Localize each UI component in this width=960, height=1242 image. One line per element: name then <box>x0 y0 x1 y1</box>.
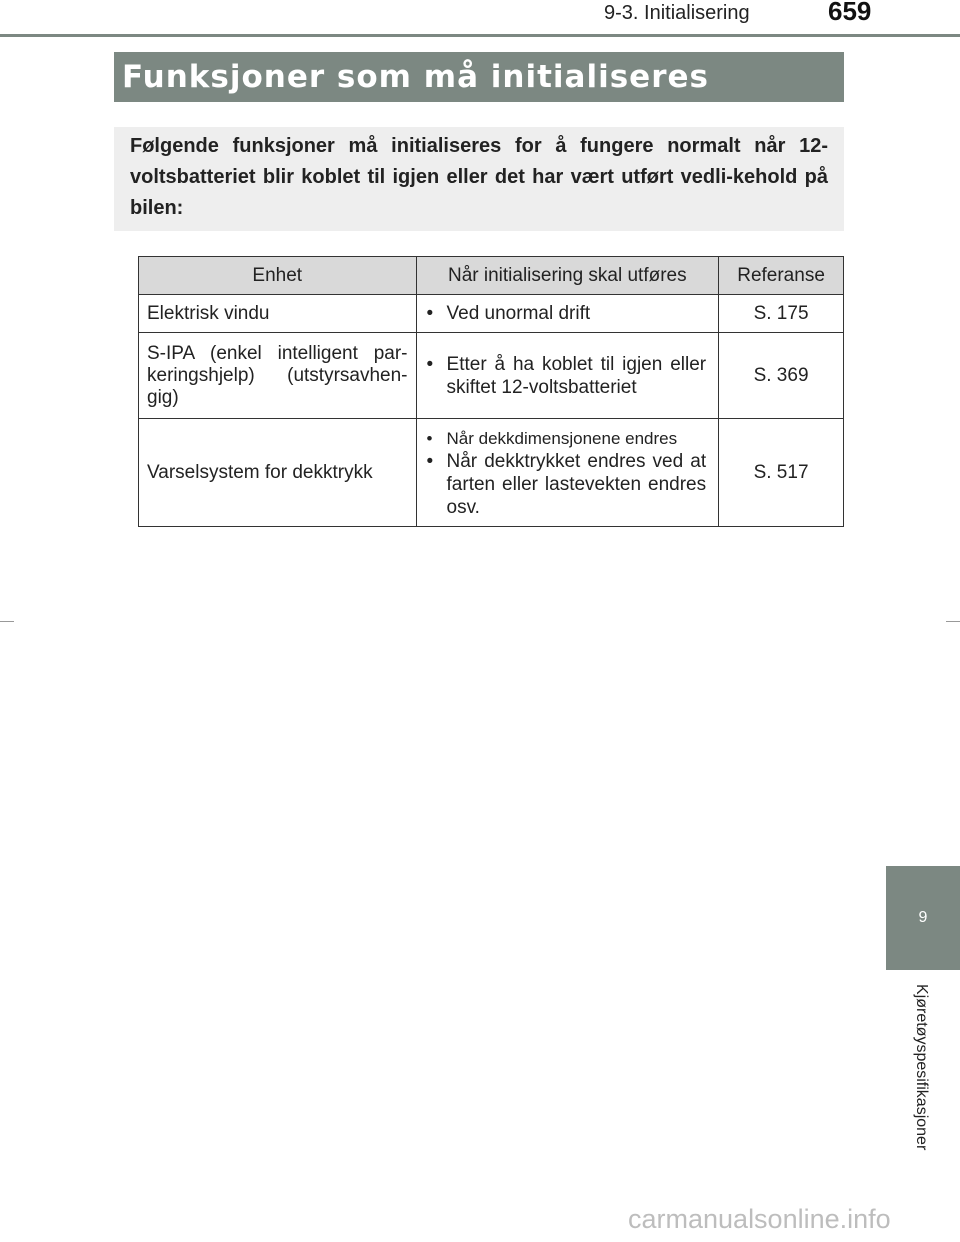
when-cell <box>416 295 719 333</box>
bullet-item: • Når dekkdimensjonene endres <box>425 427 707 450</box>
chapter-number: 9 <box>918 909 928 926</box>
intro-text: Følgende funksjoner må initialiseres for å fungere normalt når 12-voltsbatteriet blir koblet til igjen eller det har vært utført vedli-kehold på bilen: <box>130 135 828 219</box>
unit-cell: Elektrisk vindu <box>139 295 417 333</box>
column-header-reference: Referanse <box>719 257 844 295</box>
table-row <box>139 333 844 419</box>
unit-cell: S-IPA (enkel intelligent par-keringshjelp) (utstyrsavhen-gig) <box>139 333 417 419</box>
crop-mark-left <box>0 621 14 622</box>
intro-box <box>114 127 844 231</box>
when-cell <box>416 419 719 527</box>
chapter-tab <box>886 866 960 970</box>
reference-cell: S. 369 <box>719 333 844 419</box>
header-section-title: 9-3. Initialisering <box>604 2 750 24</box>
column-header-when: Når initialisering skal utføres <box>416 257 719 295</box>
reference-cell: S. 517 <box>719 419 844 527</box>
table-row <box>139 419 844 527</box>
chapter-label: Kjøretøyspesifikasjoner <box>913 984 930 1151</box>
table-row <box>139 295 844 333</box>
bullet-item: • Ved unormal drift <box>425 302 707 325</box>
page-number: 659 <box>828 0 872 26</box>
bullet-item: • Etter å ha koblet til igjen eller skiftet 12-voltsbatteriet <box>425 353 707 399</box>
watermark: carmanualsonline.info <box>628 1204 891 1234</box>
section-banner <box>114 52 844 102</box>
header-divider <box>0 34 960 37</box>
crop-mark-right <box>946 621 960 622</box>
when-cell <box>416 333 719 419</box>
initialization-table <box>138 256 844 527</box>
section-title: Funksjoner som må initialiseres <box>122 59 709 95</box>
table-header-row <box>139 257 844 295</box>
column-header-unit: Enhet <box>139 257 417 295</box>
bullet-item: • Når dekktrykket endres ved at farten eller lastevekten endres osv. <box>425 450 707 519</box>
unit-cell: Varselsystem for dekktrykk <box>139 419 417 527</box>
reference-cell: S. 175 <box>719 295 844 333</box>
